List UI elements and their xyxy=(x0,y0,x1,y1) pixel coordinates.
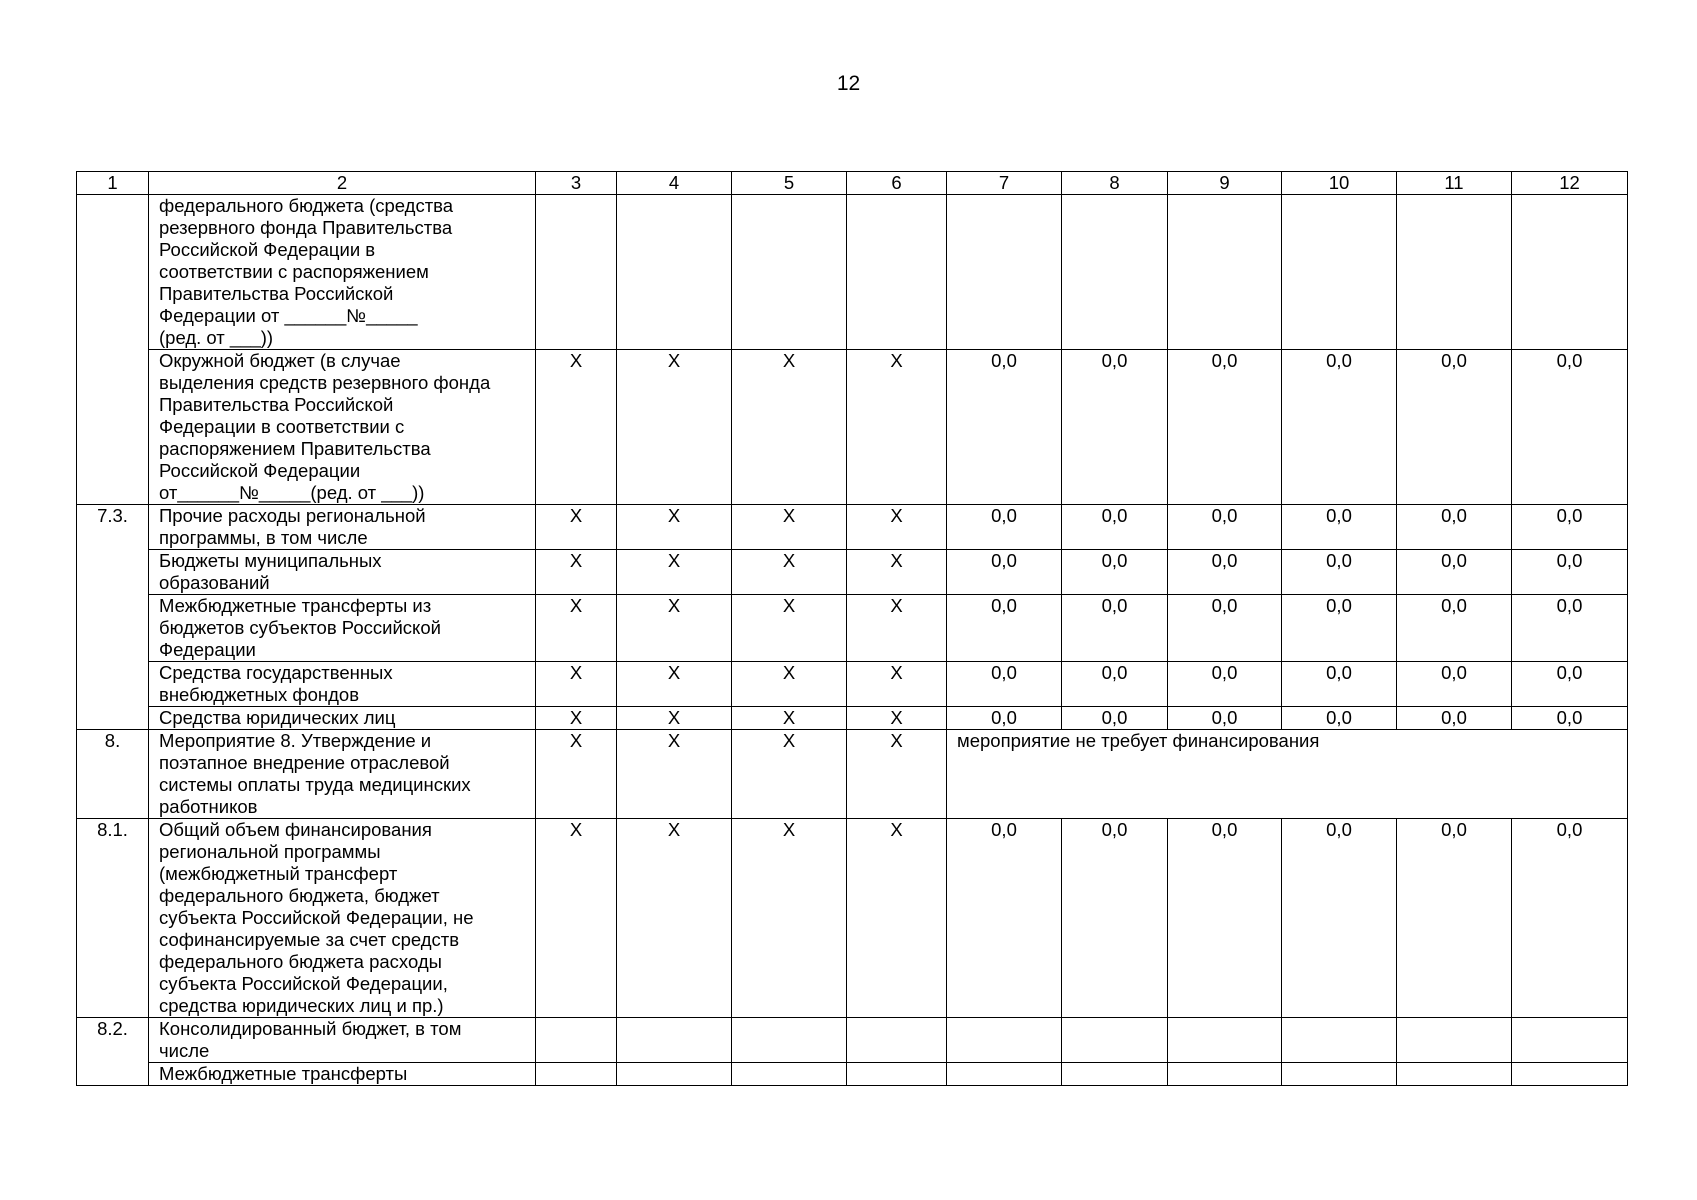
value-cell: X xyxy=(617,505,732,550)
value-cell: 0,0 xyxy=(1282,662,1397,707)
value-cell: 0,0 xyxy=(1397,505,1512,550)
value-cell xyxy=(1397,1018,1512,1063)
row-description: Окружной бюджет (в случае выделения средств резервного фонда Правительства Российской Федерации в соответствии с распоряжением Правительства Российской Федерации от______№_____(ред. от ___)) xyxy=(149,350,536,505)
value-cell xyxy=(1062,1063,1168,1086)
value-cell: 0,0 xyxy=(1168,350,1282,505)
value-cell: 0,0 xyxy=(1512,707,1628,730)
value-cell: 0,0 xyxy=(947,550,1062,595)
row-number: 8.2. xyxy=(77,1018,149,1086)
value-cell xyxy=(1282,1063,1397,1086)
value-cell xyxy=(536,1018,617,1063)
value-cell xyxy=(617,1018,732,1063)
value-cell xyxy=(1397,195,1512,350)
value-cell xyxy=(1512,1018,1628,1063)
value-cell xyxy=(732,1018,847,1063)
value-cell xyxy=(947,1018,1062,1063)
value-cell: 0,0 xyxy=(1168,595,1282,662)
value-cell: 0,0 xyxy=(1062,550,1168,595)
value-cell xyxy=(1512,195,1628,350)
value-cell: 0,0 xyxy=(1168,550,1282,595)
value-cell: 0,0 xyxy=(1168,662,1282,707)
row-description: Средства государственных внебюджетных фондов xyxy=(149,662,536,707)
header-cell: 11 xyxy=(1397,172,1512,195)
budget-table xyxy=(76,171,1628,1086)
value-cell: X xyxy=(617,550,732,595)
value-cell: 0,0 xyxy=(1062,662,1168,707)
value-cell: X xyxy=(847,595,947,662)
table-row xyxy=(77,550,1628,595)
value-cell: X xyxy=(847,707,947,730)
value-cell: 0,0 xyxy=(1512,819,1628,1018)
row-description: Межбюджетные трансферты xyxy=(149,1063,536,1086)
value-cell: 0,0 xyxy=(947,819,1062,1018)
row-description: Прочие расходы региональной программы, в том числе xyxy=(149,505,536,550)
value-cell: X xyxy=(732,662,847,707)
header-cell: 2 xyxy=(149,172,536,195)
value-cell: 0,0 xyxy=(1282,595,1397,662)
value-cell: 0,0 xyxy=(1397,707,1512,730)
header-cell: 3 xyxy=(536,172,617,195)
row-description: Общий объем финансирования региональной программы (межбюджетный трансферт федерального бюджета, бюджет субъекта Российской Федерации, не софинансируемые за счет средств федерального бюджета расходы субъекта Российской Федерации, средства юридических лиц и пр.) xyxy=(149,819,536,1018)
header-cell: 12 xyxy=(1512,172,1628,195)
value-cell xyxy=(1168,1063,1282,1086)
value-cell: 0,0 xyxy=(1397,662,1512,707)
value-cell xyxy=(847,1018,947,1063)
table-row xyxy=(77,1018,1628,1063)
row-description: Средства юридических лиц xyxy=(149,707,536,730)
value-cell: 0,0 xyxy=(1062,595,1168,662)
value-cell: 0,0 xyxy=(947,505,1062,550)
table-row xyxy=(77,350,1628,505)
value-cell xyxy=(947,1063,1062,1086)
value-cell: 0,0 xyxy=(1062,505,1168,550)
value-cell: 0,0 xyxy=(947,350,1062,505)
value-cell: X xyxy=(536,505,617,550)
row-description: федерального бюджета (средства резервного фонда Правительства Российской Федерации в соответствии с распоряжением Правительства Российской Федерации от ______№_____ (ред. от ___)) xyxy=(149,195,536,350)
value-cell xyxy=(1397,1063,1512,1086)
value-cell xyxy=(1512,1063,1628,1086)
value-cell: 0,0 xyxy=(947,595,1062,662)
row-number: 8. xyxy=(77,730,149,819)
header-cell: 6 xyxy=(847,172,947,195)
value-cell: 0,0 xyxy=(1282,505,1397,550)
value-cell: 0,0 xyxy=(1168,819,1282,1018)
value-cell: 0,0 xyxy=(1282,350,1397,505)
value-cell xyxy=(536,195,617,350)
value-cell: 0,0 xyxy=(947,707,1062,730)
header-cell: 8 xyxy=(1062,172,1168,195)
value-cell: X xyxy=(732,350,847,505)
row-number: 8.1. xyxy=(77,819,149,1018)
value-cell xyxy=(1282,1018,1397,1063)
value-cell: 0,0 xyxy=(1397,350,1512,505)
row-description: Мероприятие 8. Утверждение и поэтапное внедрение отраслевой системы оплаты труда медицинских работников xyxy=(149,730,536,819)
value-cell: X xyxy=(536,819,617,1018)
value-cell: X xyxy=(617,350,732,505)
value-cell xyxy=(732,195,847,350)
value-cell xyxy=(847,1063,947,1086)
value-cell: 0,0 xyxy=(1168,505,1282,550)
page-number: 12 xyxy=(836,72,861,95)
value-cell: X xyxy=(617,707,732,730)
value-cell: X xyxy=(536,595,617,662)
value-cell: 0,0 xyxy=(1282,550,1397,595)
row-description: Бюджеты муниципальных образований xyxy=(149,550,536,595)
value-cell: 0,0 xyxy=(1062,350,1168,505)
value-cell: X xyxy=(617,595,732,662)
value-cell xyxy=(947,195,1062,350)
value-cell: X xyxy=(617,819,732,1018)
header-cell: 10 xyxy=(1282,172,1397,195)
table-row xyxy=(77,195,1628,350)
value-cell xyxy=(1062,195,1168,350)
value-cell: X xyxy=(536,662,617,707)
value-cell: X xyxy=(732,550,847,595)
table-row xyxy=(77,505,1628,550)
value-cell: 0,0 xyxy=(1168,707,1282,730)
value-cell: X xyxy=(847,730,947,819)
header-cell: 1 xyxy=(77,172,149,195)
value-cell xyxy=(617,195,732,350)
value-cell: X xyxy=(847,550,947,595)
value-cell: X xyxy=(732,595,847,662)
header-cell: 7 xyxy=(947,172,1062,195)
header-cell: 9 xyxy=(1168,172,1282,195)
value-cell: 0,0 xyxy=(1512,505,1628,550)
value-cell: X xyxy=(732,505,847,550)
table-row xyxy=(77,819,1628,1018)
value-cell: 0,0 xyxy=(1512,350,1628,505)
value-cell: 0,0 xyxy=(1512,662,1628,707)
value-cell: X xyxy=(847,505,947,550)
row-description: Консолидированный бюджет, в том числе xyxy=(149,1018,536,1063)
value-cell xyxy=(732,1063,847,1086)
table-header-row xyxy=(77,172,1628,195)
value-cell: X xyxy=(536,730,617,819)
value-cell: 0,0 xyxy=(1282,707,1397,730)
row-number: 7.3. xyxy=(77,505,149,730)
value-cell: X xyxy=(536,350,617,505)
row-number xyxy=(77,195,149,505)
value-cell: X xyxy=(732,819,847,1018)
value-cell: X xyxy=(536,707,617,730)
table-row xyxy=(77,707,1628,730)
table-row xyxy=(77,662,1628,707)
value-cell: X xyxy=(847,819,947,1018)
value-cell: 0,0 xyxy=(1397,595,1512,662)
value-cell: X xyxy=(732,707,847,730)
value-cell xyxy=(1168,195,1282,350)
value-cell: 0,0 xyxy=(947,662,1062,707)
header-cell: 4 xyxy=(617,172,732,195)
header-cell: 5 xyxy=(732,172,847,195)
value-cell xyxy=(1168,1018,1282,1063)
no-funding-note: мероприятие не требует финансирования xyxy=(947,730,1628,819)
value-cell xyxy=(847,195,947,350)
value-cell xyxy=(1062,1018,1168,1063)
value-cell xyxy=(617,1063,732,1086)
value-cell: 0,0 xyxy=(1062,707,1168,730)
row-description: Межбюджетные трансферты из бюджетов субъектов Российской Федерации xyxy=(149,595,536,662)
value-cell: 0,0 xyxy=(1397,550,1512,595)
value-cell: 0,0 xyxy=(1512,550,1628,595)
value-cell: 0,0 xyxy=(1062,819,1168,1018)
value-cell: X xyxy=(847,350,947,505)
value-cell xyxy=(1282,195,1397,350)
value-cell: X xyxy=(847,662,947,707)
value-cell: X xyxy=(536,550,617,595)
value-cell xyxy=(536,1063,617,1086)
value-cell: 0,0 xyxy=(1512,595,1628,662)
table-row xyxy=(77,730,1628,819)
value-cell: 0,0 xyxy=(1397,819,1512,1018)
value-cell: X xyxy=(617,662,732,707)
table-row xyxy=(77,1063,1628,1086)
value-cell: X xyxy=(732,730,847,819)
table-row xyxy=(77,595,1628,662)
value-cell: X xyxy=(617,730,732,819)
value-cell: 0,0 xyxy=(1282,819,1397,1018)
